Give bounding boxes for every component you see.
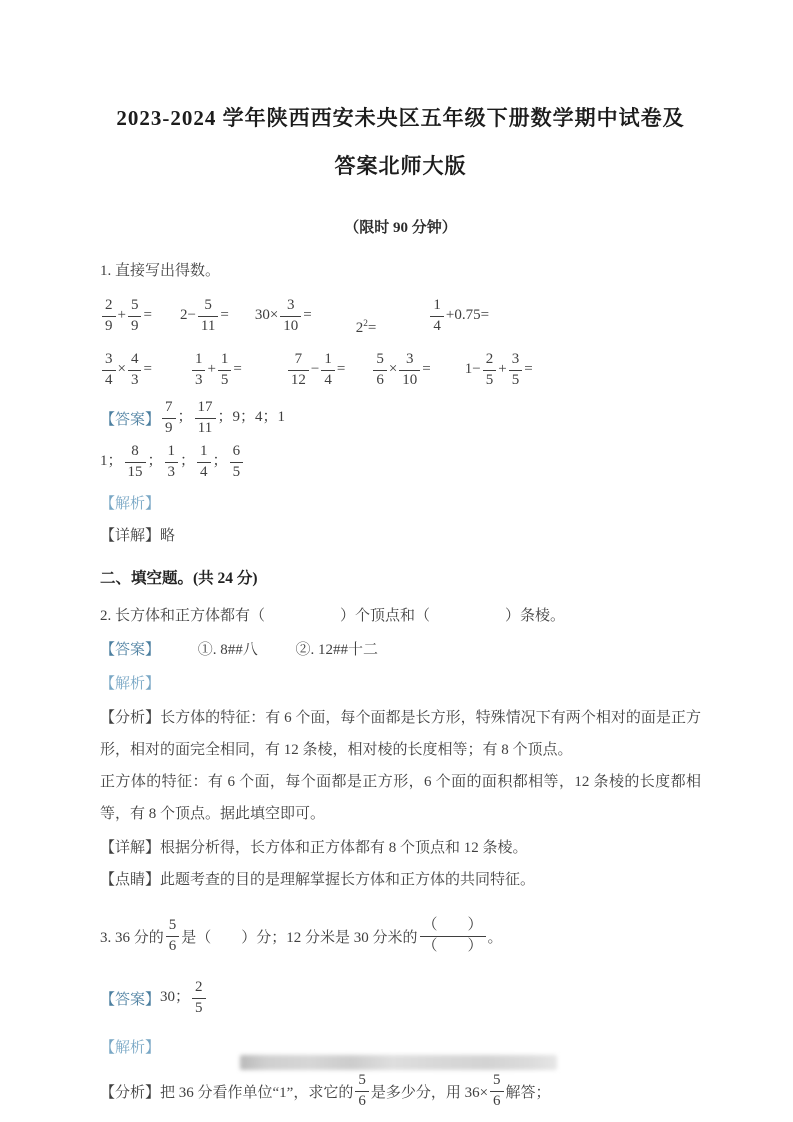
q2-analysis-paragraph-1: 【分析】长方体的特征：有 6 个面，每个面都是长方形，特殊情况下有两个相对的面是正方形，相对的面完全相同，有 12 条棱，相对棱的长度相等；有 8 个顶点。 [100, 710, 701, 758]
q3-answer-line [100, 976, 701, 1020]
q1-answers-part-1: $\frac{7}{9}$ ； $\frac{17}{11}$ ；9；4；1 [160, 399, 285, 437]
q1-expr-9: $\frac{5}{6}$ × $\frac{3}{10}$ = [371, 351, 430, 389]
q1-detail: 【详解】略 [100, 528, 176, 544]
q2-jiexi-tag: 【解析】 [100, 676, 161, 692]
q1-answer-line-2 [100, 440, 701, 484]
answer-tag: 【答案】 [100, 411, 161, 428]
question-2-text: 2. 长方体和正方体都有（ ）个顶点和（ ）条棱。 [100, 608, 566, 624]
q2-answer-line [100, 638, 701, 662]
q2-answer-item-1: ①. 8##八 [197, 642, 258, 658]
q1-expr-10: 1− $\frac{2}{5}$ + $\frac{3}{5}$ = [464, 351, 533, 388]
answer-tag: 【答案】 [100, 642, 161, 658]
q1-expression-row-1 [100, 290, 701, 342]
q1-jiexi-tag: 【解析】 [100, 496, 161, 512]
time-limit: （限时 90 分钟） [344, 220, 457, 236]
section-2-heading: 二、填空题。(共 24 分) [100, 570, 258, 587]
q3-analysis-line: 【分析】把 36 分看作单位“1”，求它的 $\frac{5}{6}$ 是多少分，用 36× $\frac{5}{6}$ 解答； [100, 1072, 551, 1109]
q3-answer-value: 30； $\frac{2}{5}$ [160, 979, 208, 1017]
q3-jiexi-tag: 【解析】 [100, 1040, 161, 1056]
title-line-1: 2023-2024 学年陕西西安未央区五年级下册数学期中试卷及 [116, 106, 685, 130]
q1-answers-part-2: 1； $\frac{8}{15}$ ； $\frac{1}{3}$ ； $\frac{1}{4}$ ； $\frac{6}{5}$ [100, 443, 245, 481]
q2-answer-item-2: ②. 12##十二 [295, 642, 379, 658]
q1-expr-5: $\frac{1}{4}$ +0.75= [428, 297, 489, 335]
q1-expr-4: $2^2=$ [355, 319, 377, 336]
q2-detail: 【详解】根据分析得，长方体和正方体都有 8 个顶点和 12 条棱。 [100, 840, 528, 856]
q1-expr-6: $\frac{3}{4}$ × $\frac{4}{3}$ = [100, 351, 152, 389]
q1-expr-1: $\frac{2}{9}$ + $\frac{5}{9}$ = [100, 297, 152, 335]
q2-analysis-paragraph-2: 正方体的特征：有 6 个面，每个面都是正方形，6 个面的面积都相等，12 条棱的长度都相等，有 8 个顶点。据此填空即可。 [100, 774, 701, 822]
blurred-watermark-bar [240, 1055, 557, 1070]
question-1-label: 1. 直接写出得数。 [100, 263, 221, 279]
q1-expr-3: 30× $\frac{3}{10}$ = [254, 297, 312, 334]
q1-expr-7: $\frac{1}{3}$ + $\frac{1}{5}$ = [190, 351, 242, 389]
q1-expr-8: $\frac{7}{12}$ − $\frac{1}{4}$ = [286, 351, 345, 389]
q1-answer-line-1 [100, 396, 701, 440]
title-line-2: 答案北师大版 [334, 154, 467, 178]
q2-note: 【点睛】此题考查的目的是理解掌握长方体和正方体的共同特征。 [100, 872, 536, 888]
document-title [100, 94, 701, 190]
answer-tag: 【答案】 [100, 991, 161, 1008]
question-3-text: 3. 36 分的 $\frac{5}{6}$ 是（ ）分；12 分米是 30 分米的 $\frac{( )}{( )}$ 。 [100, 917, 503, 954]
q1-expr-2: 2− $\frac{5}{11}$ = [179, 297, 229, 334]
q1-expression-row-2 [100, 344, 701, 396]
